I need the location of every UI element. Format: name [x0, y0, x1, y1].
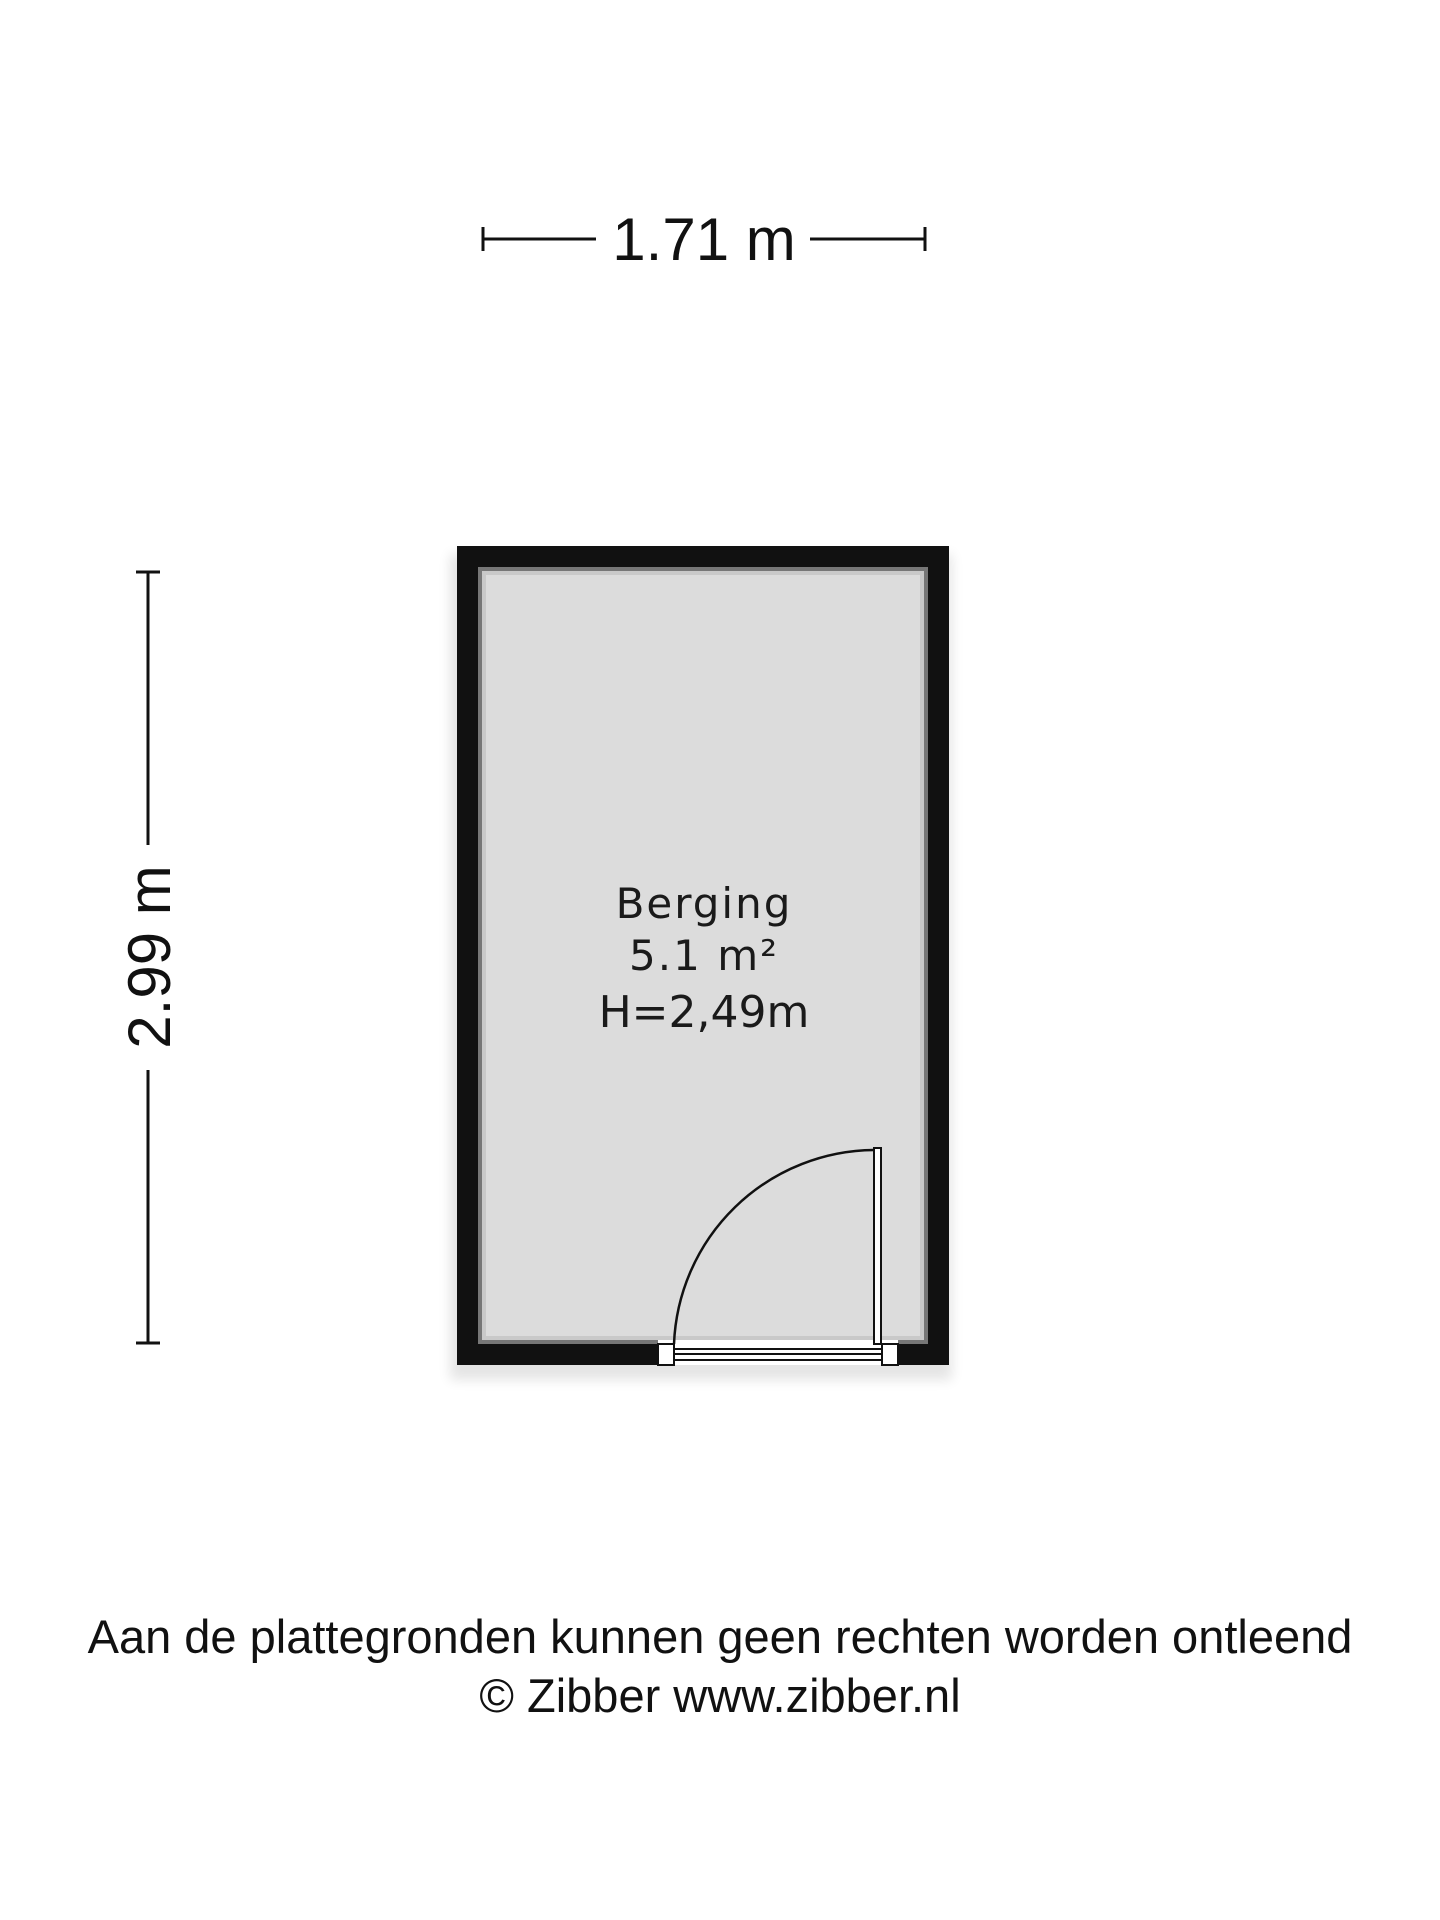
width-dimension: [483, 206, 925, 273]
width-dimension-label: 1.71 m: [612, 206, 796, 273]
door-opening: [658, 1340, 898, 1365]
room-area: 5.1 m²: [629, 931, 779, 980]
disclaimer-text: Aan de plattegronden kunnen geen rechten worden ontleend: [87, 1610, 1353, 1663]
height-dimension: [116, 572, 183, 1343]
room-ceiling-height: H=2,49m: [598, 987, 810, 1038]
room-berging: [450, 546, 952, 1380]
copyright-text: © Zibber www.zibber.nl: [479, 1669, 961, 1722]
door-jamb-right: [882, 1344, 898, 1365]
door-jamb-left: [658, 1344, 674, 1365]
room-name: Berging: [615, 879, 793, 928]
door-leaf: [874, 1148, 881, 1344]
height-dimension-label: 2.99 m: [116, 865, 183, 1049]
